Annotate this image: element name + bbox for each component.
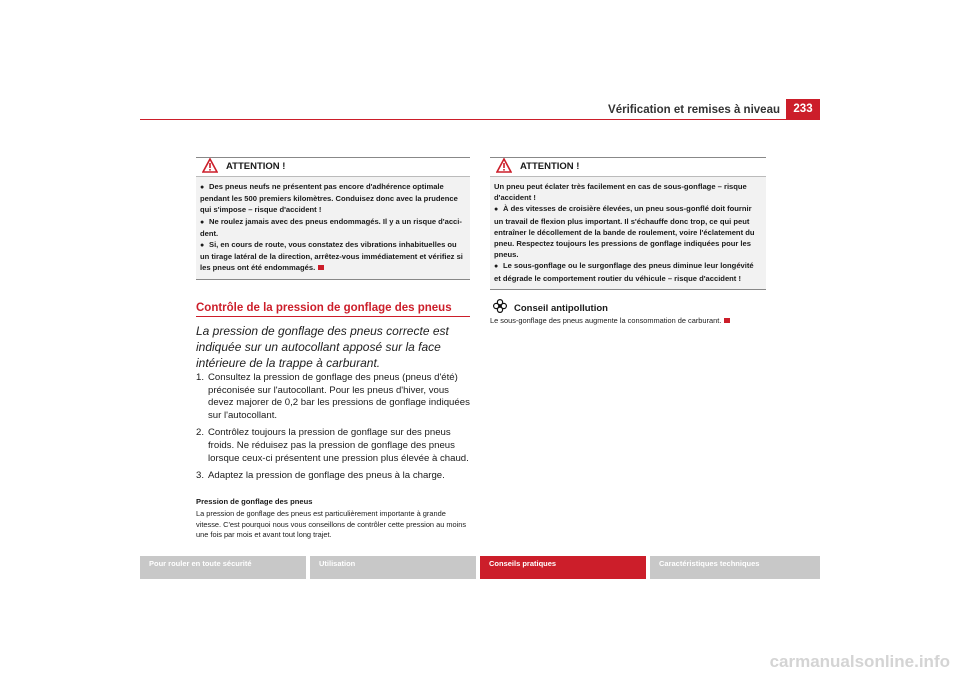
bullet-icon: ● (494, 263, 499, 271)
eco-flower-icon (493, 299, 507, 313)
bullet-icon: ● (200, 242, 205, 250)
bullet-icon: ● (494, 206, 499, 214)
page-number: 233 (786, 99, 820, 119)
sub-heading: Pression de gonflage des pneus (196, 497, 313, 506)
step-item: 1. Consultez la pression de gonflage des pneus (pneus d'été) préconisée sur l'autocollant. Pour les pneus d'hiver, vous devez majorer de 0,2 bar les pressions de gonflage indiquées sur l'autocollant. (196, 372, 470, 421)
warning-triangle-icon (496, 158, 512, 173)
eco-title: Conseil antipollution (514, 303, 608, 314)
right-warning-box (490, 157, 766, 290)
warning-item: ● Le sous-gonflage ou le surgonflage des pneus diminue leur longévité et dégrade le comportement routier du véhicule – risque d'accident ! (494, 261, 754, 283)
header-rule (140, 119, 820, 120)
warning-item: ● Des pneus neufs ne présentent pas encore d'adhérence optimale pendant les 500 premiers kilomètres. Conduisez donc avec la prudence qui s'impose – risque d'accident ! (200, 182, 458, 215)
bullet-icon: ● (200, 184, 205, 191)
warning-label: ATTENTION ! (520, 161, 580, 172)
steps-list (196, 372, 472, 488)
step-item: 2. Contrôlez toujours la pression de gonflage sur des pneus froids. Ne réduisez pas la pression de gonflage des pneus lorsque ceux-ci présentent une pression plus élevée à chaud. (196, 427, 469, 464)
warning-item: ● Ne roulez jamais avec des pneus endommagés. Il y a un risque d'acci-dent. (200, 216, 462, 238)
warning-item: ● À des vitesses de croisière élevées, un pneu sous-gonflé doit fournir un travail de flexion plus important. Il s'échauffe donc trop, ce qui peut entraîner le décollement de la bande de roulement, voire l'éclatement du pneu. Respectez toujours les pressions de gonflage indiquées pour les pneus. (494, 204, 755, 260)
end-marker-icon (724, 318, 730, 323)
warning-lead: Un pneu peut éclater très facilement en cas de sous-gonflage – risque d'accident ! (494, 182, 747, 203)
warning-triangle-icon (202, 158, 218, 173)
step-item: 3. Adaptez la pression de gonflage des pneus à la charge. (196, 470, 445, 482)
sub-text: La pression de gonflage des pneus est particulièrement importante à grande vitesse. C'est pourquoi nous vous conseillons de contrôler cette pression au moins une fois par mois et avant tout long trajet. (196, 509, 467, 540)
end-marker-icon (318, 265, 324, 270)
warning-body (490, 177, 766, 289)
section-intro: La pression de gonflage des pneus correcte est indiquée sur un autocollant apposé sur la face intérieure de la trappe à carburant. (196, 324, 449, 370)
footer-tab-safety[interactable]: Pour rouler en toute sécurité (140, 556, 306, 579)
warning-body (196, 177, 470, 279)
page-header-title: Vérification et remises à niveau (608, 104, 780, 116)
bullet-icon: ● (200, 218, 205, 226)
section-title: Contrôle de la pression de gonflage des pneus (196, 302, 452, 314)
warning-label: ATTENTION ! (226, 161, 286, 172)
warning-header (490, 158, 766, 177)
footer-tab-usage[interactable]: Utilisation (310, 556, 476, 579)
eco-text: Le sous-gonflage des pneus augmente la consommation de carburant. (490, 316, 770, 327)
warning-item: ● Si, en cours de route, vous constatez des vibrations inhabituelles ou un tirage latéral de la direction, arrêtez-vous immédiatement et vérifiez si les pneus ont été endommagés. (200, 240, 463, 273)
section-rule (196, 316, 470, 317)
watermark: carmanualsonline.info (769, 652, 950, 671)
warning-header (196, 158, 470, 177)
footer-tab-specifications[interactable]: Caractéristiques techniques (650, 556, 820, 579)
footer-tab-practical-tips[interactable]: Conseils pratiques (480, 556, 646, 579)
left-warning-box (196, 157, 470, 280)
